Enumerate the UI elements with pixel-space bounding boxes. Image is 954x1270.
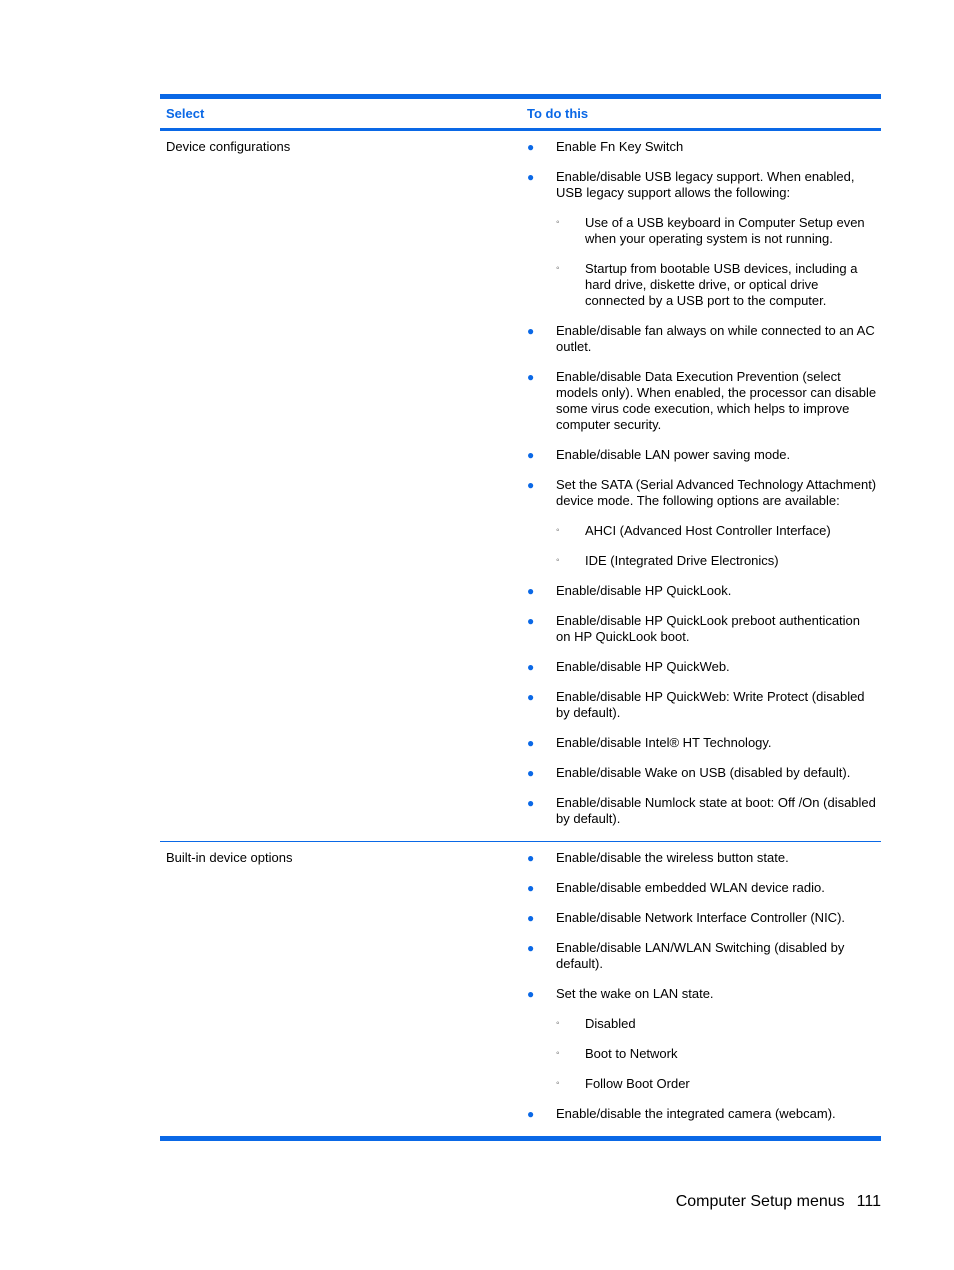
list-item-text: Enable/disable HP QuickWeb: Write Protect (disabled by default). [556,689,865,720]
list-item-text: Enable/disable Numlock state at boot: Off /On (disabled by default). [556,795,876,826]
list-item [527,689,881,721]
list-item-text: Enable/disable Intel® HT Technology. [556,735,772,750]
list-item [527,1106,881,1122]
circle-bullet-icon: ◦ [556,1018,560,1029]
list-item [527,169,881,201]
list-item-text: Enable/disable the integrated camera (webcam). [556,1106,836,1121]
list-item-text: Enable/disable Data Execution Prevention (select models only). When enabled, the processor can disable some virus code execution, which helps to improve computer security. [556,369,877,432]
setup-options-table [160,94,881,1141]
header-todo: To do this [527,106,589,121]
list-item [527,369,881,433]
bullet-icon: ● [527,584,535,598]
list-item-text: AHCI (Advanced Host Controller Interface) [585,523,831,538]
footer-section-title: Computer Setup menus [675,1193,845,1210]
table-header [160,99,881,131]
bullet-icon: ● [527,690,535,704]
list-item-text: Enable/disable LAN/WLAN Switching (disabled by default). [556,940,845,971]
list-item [527,613,881,645]
bullet-icon: ● [527,448,535,462]
bullet-icon: ● [527,881,535,895]
bullet-icon: ● [527,478,535,492]
bullet-icon: ● [527,614,535,628]
list-item-text: Enable/disable HP QuickLook preboot authentication on HP QuickLook boot. [556,613,861,644]
list-item [527,850,881,866]
row-select-label: Built-in device options [166,850,293,865]
list-item-text: Follow Boot Order [585,1076,690,1091]
row-todo-list [521,842,881,1136]
list-item-text: Enable Fn Key Switch [556,139,684,154]
bullet-icon: ● [527,911,535,925]
sub-list-item [527,523,881,539]
table-body [160,131,881,1136]
list-item-text: Enable/disable USB legacy support. When enabled, USB legacy support allows the following: [556,169,855,200]
sub-list-item [527,553,881,569]
sub-list-item [527,1046,881,1062]
sub-list-item [527,1016,881,1032]
row-select-label: Device configurations [166,139,291,154]
list-item-text: Enable/disable Wake on USB (disabled by default). [556,765,851,780]
circle-bullet-icon: ◦ [556,555,560,566]
list-item-text: Use of a USB keyboard in Computer Setup even when your operating system is not running. [585,215,865,246]
list-item-text: Set the SATA (Serial Advanced Technology Attachment) device mode. The following options are available: [556,477,877,508]
bullet-icon: ● [527,170,535,184]
list-item [527,940,881,972]
circle-bullet-icon: ◦ [556,1078,560,1089]
list-item-text: Enable/disable Network Interface Controller (NIC). [556,910,846,925]
list-item [527,659,881,675]
list-item [527,910,881,926]
list-item [527,447,881,463]
list-item-text: Enable/disable embedded WLAN device radio. [556,880,825,895]
list-item-text: Disabled [585,1016,636,1031]
bullet-icon: ● [527,660,535,674]
list-item [527,880,881,896]
list-item-text: Startup from bootable USB devices, including a hard drive, diskette drive, or optical drive connected by a USB port to the computer. [585,261,858,308]
list-item-text: Enable/disable the wireless button state. [556,850,789,865]
circle-bullet-icon: ◦ [556,1048,560,1059]
header-select: Select [166,106,205,121]
sub-list-item [527,261,881,309]
page-number: 111 [856,1193,881,1210]
sub-list-item [527,1076,881,1092]
list-item [527,795,881,827]
list-item-text: Enable/disable LAN power saving mode. [556,447,791,462]
list-item-text: Set the wake on LAN state. [556,986,714,1001]
bullet-icon: ● [527,766,535,780]
list-item [527,765,881,781]
table-row [160,131,881,841]
bullet-icon: ● [527,941,535,955]
table-row [160,841,881,1136]
list-item-text: Enable/disable fan always on while connected to an AC outlet. [556,323,875,354]
bullet-icon: ● [527,796,535,810]
list-item [527,477,881,509]
bullet-icon: ● [527,370,535,384]
page-footer [676,1193,881,1211]
bullet-icon: ● [527,987,535,1001]
list-item [527,323,881,355]
list-item-text: Boot to Network [585,1046,678,1061]
bullet-icon: ● [527,1107,535,1121]
list-item [527,735,881,751]
list-item-text: IDE (Integrated Drive Electronics) [585,553,779,568]
list-item [527,139,881,155]
row-todo-list [521,131,881,841]
bullet-icon: ● [527,324,535,338]
sub-list-item [527,215,881,247]
circle-bullet-icon: ◦ [556,263,560,274]
circle-bullet-icon: ◦ [556,217,560,228]
list-item-text: Enable/disable HP QuickWeb. [556,659,730,674]
bullet-icon: ● [527,140,535,154]
bullet-icon: ● [527,736,535,750]
circle-bullet-icon: ◦ [556,525,560,536]
list-item [527,986,881,1002]
bullet-icon: ● [527,851,535,865]
list-item [527,583,881,599]
list-item-text: Enable/disable HP QuickLook. [556,583,732,598]
